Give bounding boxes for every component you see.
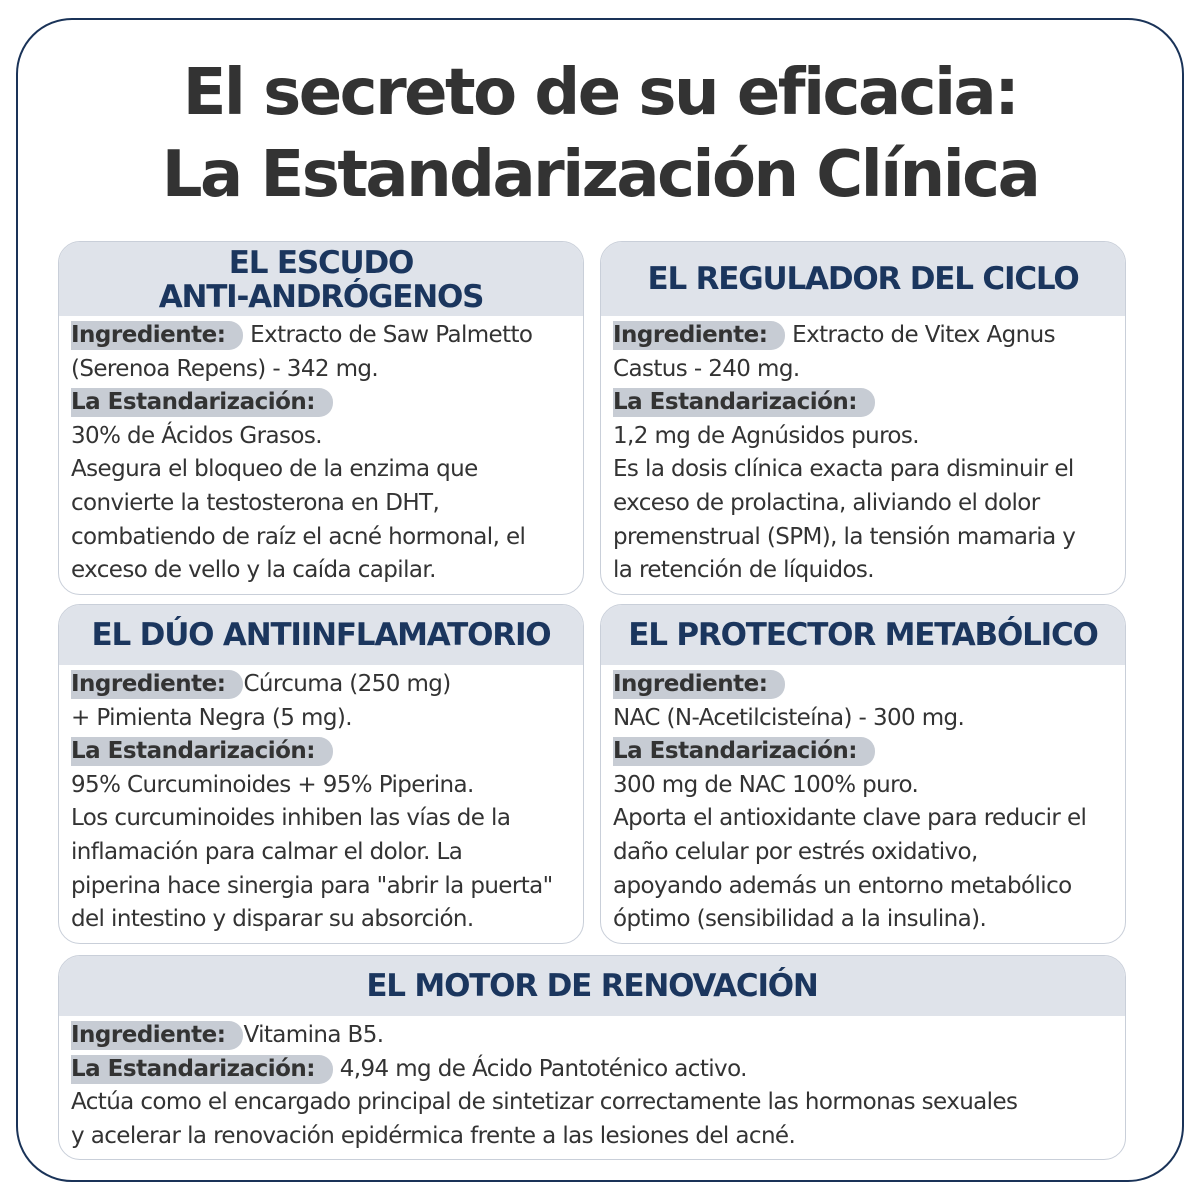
ingredient-line xyxy=(71,319,583,353)
description-line: Actúa como el encargado principal de sintetizar correctamente las hormonas sexuales xyxy=(71,1089,1018,1116)
description-line: del intestino y disparar su absorción. xyxy=(71,906,474,933)
standardization-line xyxy=(71,735,583,769)
card-heading-text: EL REGULADOR DEL CICLO xyxy=(647,261,1079,297)
standardization-label: La Estandarización: xyxy=(613,737,875,766)
ingredient-text: NAC (N-Acetilcisteína) - 300 mg. xyxy=(613,704,965,731)
description-line: Asegura el bloqueo de la enzima que xyxy=(71,456,478,483)
card-escudo-anti-androgenos xyxy=(58,241,584,595)
description-line: Aporta el antioxidante clave para reducir el xyxy=(613,805,1087,832)
standardization-text: 95% Curcuminoides + 95% Piperina. xyxy=(71,771,474,798)
card-heading xyxy=(601,242,1125,316)
standardization-line xyxy=(71,1053,1125,1087)
ingredient-text-continued: + Pimienta Negra (5 mg). xyxy=(71,704,352,731)
standardization-line xyxy=(71,386,583,420)
ingredient-line xyxy=(613,319,1125,353)
ingredient-label: Ingrediente: xyxy=(613,321,785,350)
description-line: Los curcuminoides inhiben las vías de la xyxy=(71,805,511,832)
card-body xyxy=(601,665,1125,937)
standardization-text: 4,94 mg de Ácido Pantoténico activo. xyxy=(339,1055,747,1082)
card-heading xyxy=(59,956,1125,1016)
card-heading xyxy=(59,242,583,316)
card-motor-de-renovacion xyxy=(58,955,1126,1160)
description-line: daño celular por estrés oxidativo, xyxy=(613,838,978,865)
ingredient-text: Vitamina B5. xyxy=(243,1022,384,1048)
description-line: inflamación para calmar el dolor. La xyxy=(71,838,463,865)
ingredient-text-continued: (Serenoa Repens) - 342 mg. xyxy=(71,355,379,382)
standardization-label: La Estandarización: xyxy=(71,388,333,417)
title-line-2: La Estandarización Clínica xyxy=(161,138,1039,212)
description-line: Es la dosis clínica exacta para disminuir el xyxy=(613,456,1074,483)
description-line: exceso de vello y la caída capilar. xyxy=(71,557,436,584)
ingredient-text: Extracto de Vitex Agnus xyxy=(792,322,1055,348)
ingredient-text: Extracto de Saw Palmetto xyxy=(250,322,533,348)
standardization-text: 30% de Ácidos Grasos. xyxy=(71,422,322,449)
card-heading-text: EL DÚO ANTIINFLAMATORIO xyxy=(91,617,551,653)
page-title xyxy=(0,52,1200,216)
ingredient-label: Ingrediente: xyxy=(71,1021,243,1050)
description-line: piperina hace sinergia para "abrir la puerta" xyxy=(71,872,553,899)
description-line: premenstrual (SPM), la tensión mamaria y xyxy=(613,523,1076,550)
card-regulador-del-ciclo xyxy=(600,241,1126,595)
card-protector-metabolico xyxy=(600,604,1126,944)
standardization-label: La Estandarización: xyxy=(71,1055,333,1084)
description-line: y acelerar la renovación epidérmica frente a las lesiones del acné. xyxy=(71,1122,796,1149)
standardization-text: 1,2 mg de Agnúsidos puros. xyxy=(613,422,919,449)
ingredient-label: Ingrediente: xyxy=(71,670,243,699)
description-line: exceso de prolactina, aliviando el dolor xyxy=(613,489,1040,516)
standardization-text: 300 mg de NAC 100% puro. xyxy=(613,771,919,798)
title-line-1: El secreto de su eficacia: xyxy=(182,56,1018,130)
standardization-line xyxy=(613,386,1125,420)
standardization-line xyxy=(613,735,1125,769)
description-line: combatiendo de raíz el acné hormonal, el xyxy=(71,523,526,550)
description-line: convierte la testosterona en DHT, xyxy=(71,489,440,516)
card-heading xyxy=(59,605,583,665)
card-body xyxy=(59,1016,1125,1153)
ingredient-line xyxy=(71,668,583,702)
description-line: óptimo (sensibilidad a la insulina). xyxy=(613,906,987,933)
ingredient-line xyxy=(71,1019,1125,1053)
description-line: la retención de líquidos. xyxy=(613,557,875,584)
card-body xyxy=(601,316,1125,588)
card-duo-antiinflamatorio xyxy=(58,604,584,944)
card-heading xyxy=(601,605,1125,665)
ingredient-text-continued: Castus - 240 mg. xyxy=(613,355,800,382)
card-body xyxy=(59,665,583,937)
card-heading-line-2: ANTI-ANDRÓGENOS xyxy=(158,279,484,315)
ingredient-text: Cúrcuma (250 mg) xyxy=(243,671,451,697)
ingredient-line xyxy=(613,668,1125,702)
ingredient-label: Ingrediente: xyxy=(613,670,785,699)
description-line: apoyando además un entorno metabólico xyxy=(613,872,1072,899)
standardization-label: La Estandarización: xyxy=(613,388,875,417)
card-body xyxy=(59,316,583,588)
standardization-label: La Estandarización: xyxy=(71,737,333,766)
card-heading-text: EL PROTECTOR METABÓLICO xyxy=(628,617,1098,653)
card-heading-line-1: EL ESCUDO xyxy=(228,245,414,281)
card-heading-text: EL MOTOR DE RENOVACIÓN xyxy=(366,968,818,1004)
ingredient-label: Ingrediente: xyxy=(71,321,243,350)
